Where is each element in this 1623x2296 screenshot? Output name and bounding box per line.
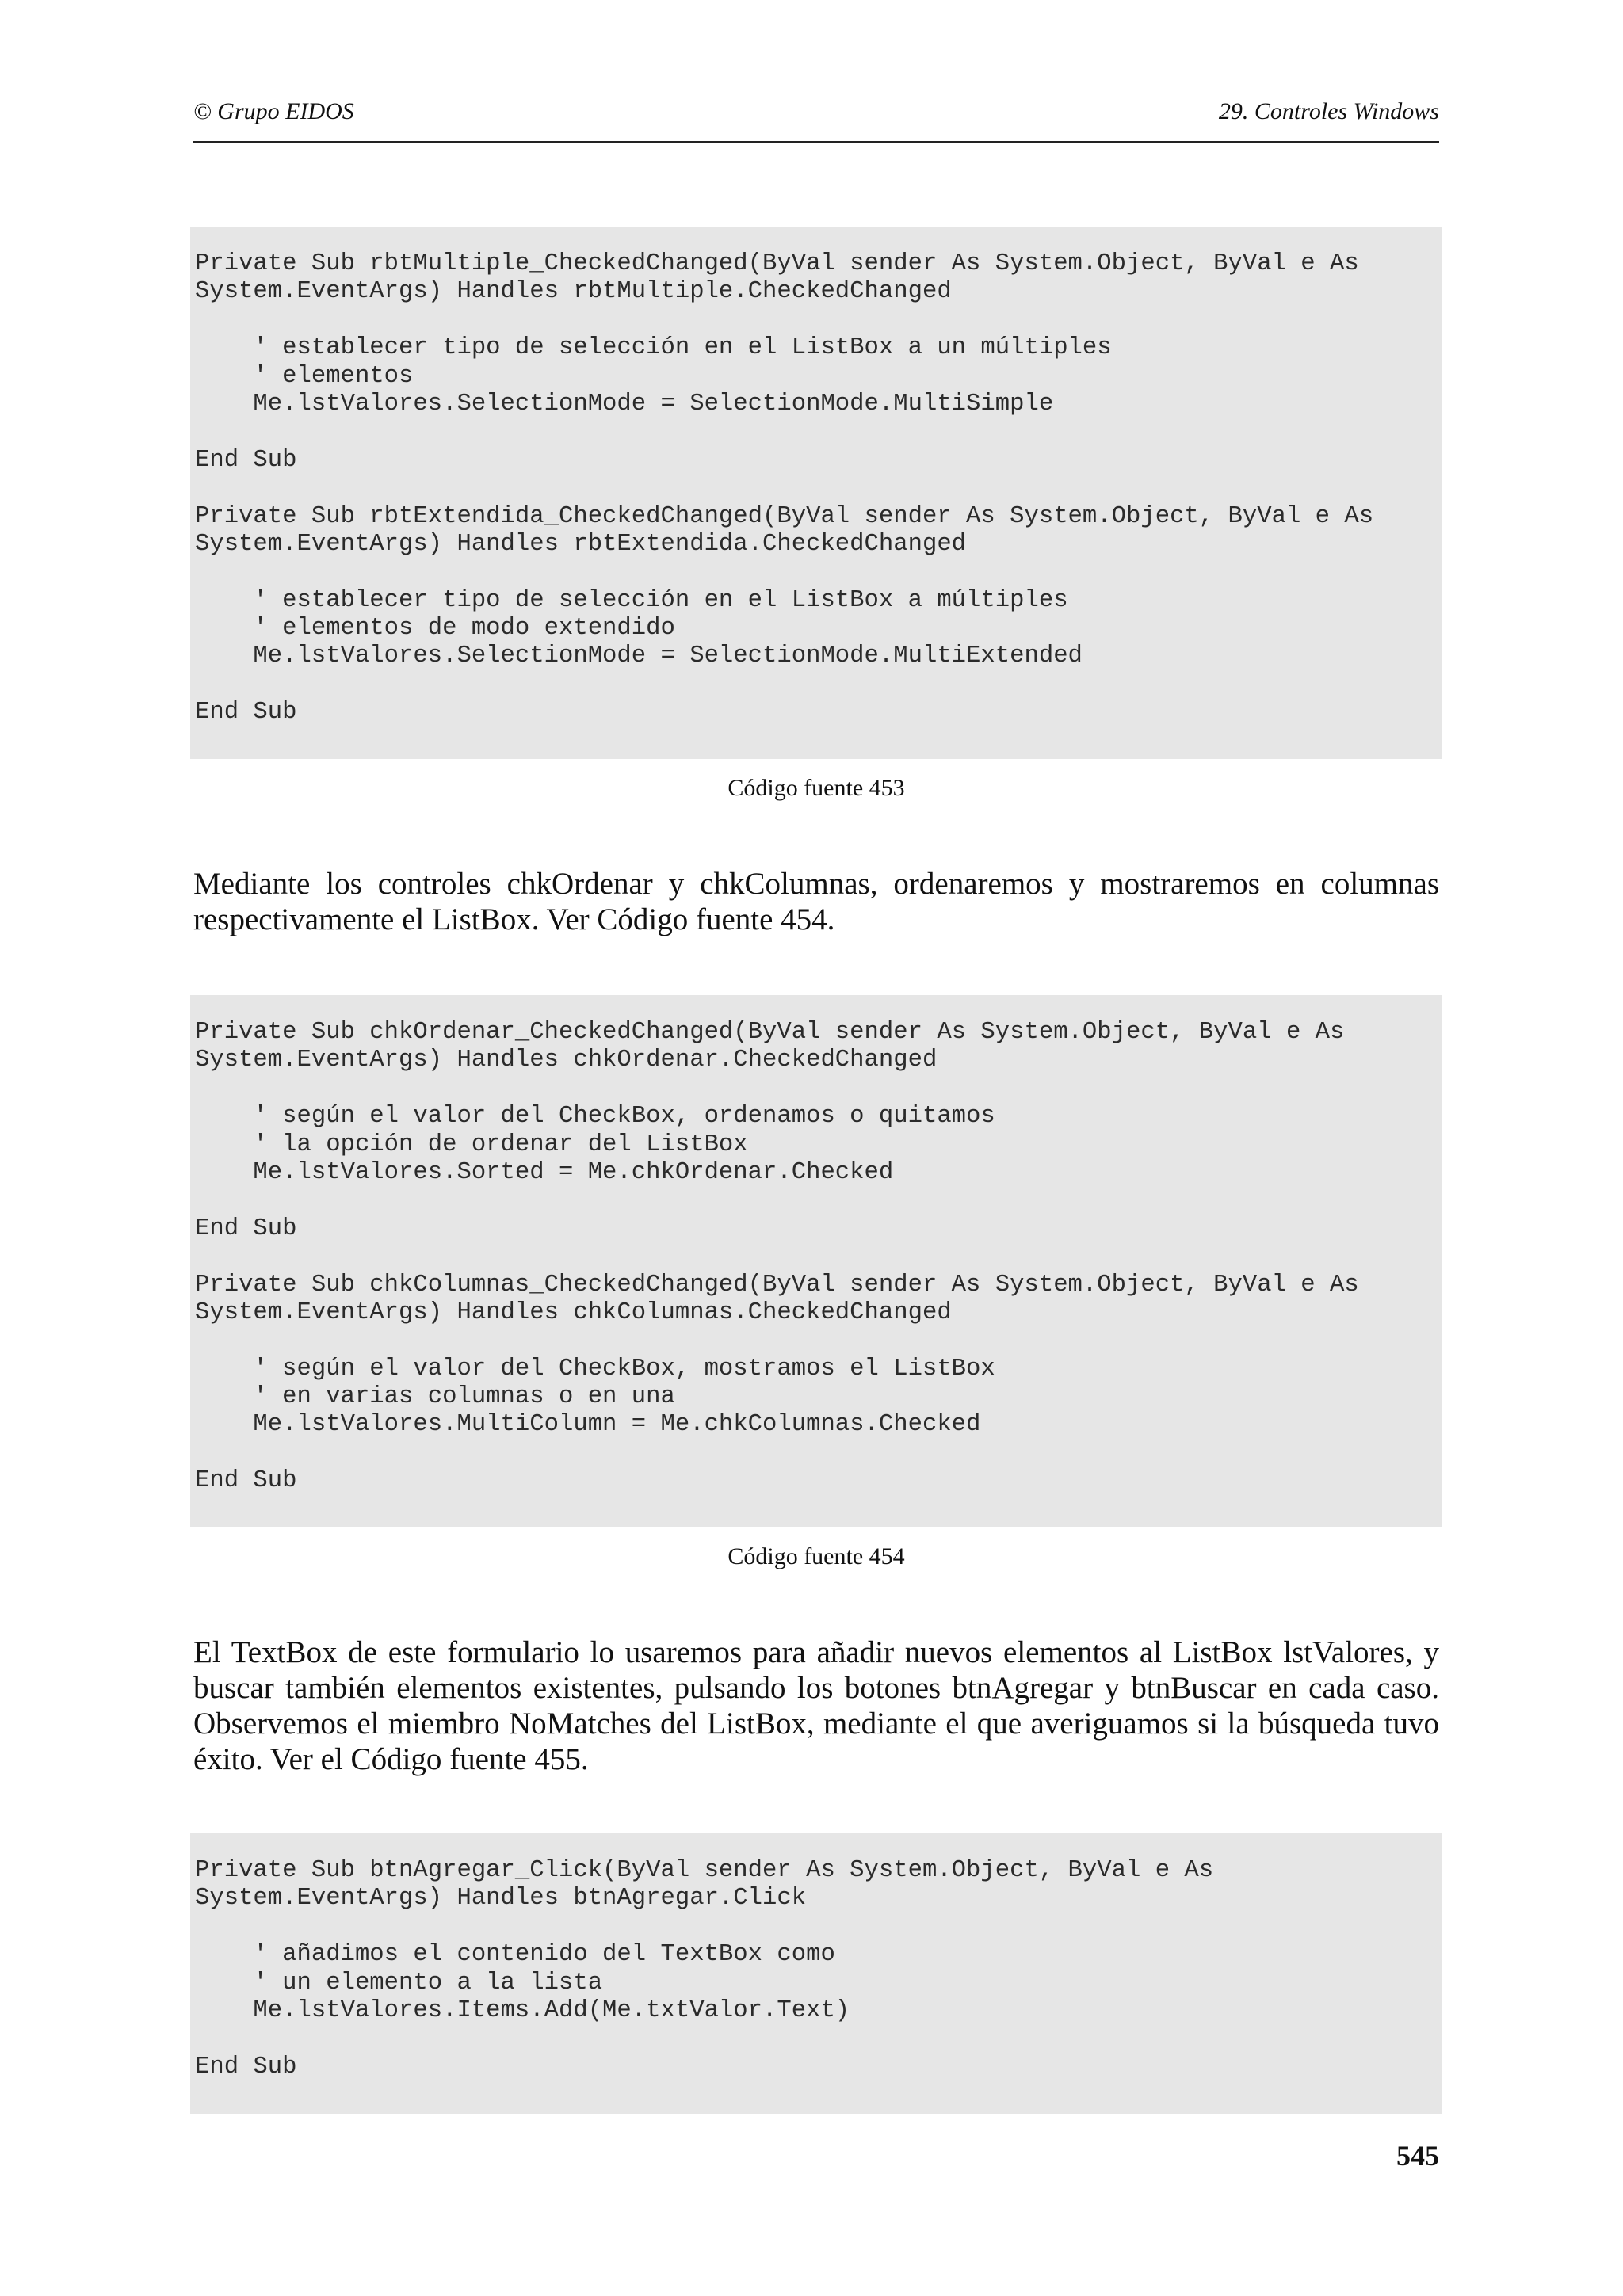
code-line: Private Sub btnAgregar_Click(ByVal sender As System.Object, ByVal e As — [195, 1857, 1214, 1884]
code-line: ' según el valor del CheckBox, ordenamos o quitamos — [195, 1103, 995, 1131]
code-block-453 — [190, 227, 1442, 759]
page-number: 545 — [1396, 2140, 1439, 2172]
code-line: End Sub — [195, 2053, 297, 2081]
code-line — [195, 1075, 1442, 1103]
header-publisher: © Grupo EIDOS — [193, 98, 354, 124]
code-line: ' elementos — [195, 362, 414, 390]
code-line: ' según el valor del CheckBox, mostramos el ListBox — [195, 1355, 995, 1383]
code-line: Me.lstValores.Items.Add(Me.txtValor.Text) — [195, 1997, 850, 2024]
code-line: Private Sub chkOrdenar_CheckedChanged(ByVal sender As System.Object, ByVal e As — [195, 1019, 1345, 1046]
code-line: Private Sub chkColumnas_CheckedChanged(ByVal sender As System.Object, ByVal e As — [195, 1271, 1359, 1299]
code-line — [195, 671, 1442, 699]
body-paragraph: Mediante los controles chkOrdenar y chkColumnas, ordenaremos y mostraremos en columnas respectivamente el ListBox. Ver Código fuente 454. — [193, 867, 1439, 936]
code-line: End Sub — [195, 1215, 297, 1242]
code-line: End Sub — [195, 1467, 297, 1495]
body-paragraph: El TextBox de este formulario lo usaremos para añadir nuevos elementos al ListBox lstValores, y buscar también elementos existentes, pulsando los botones btnAgregar y btnBuscar en cada caso. Observemos el miembro NoMatches del ListBox, mediante el que averiguamos si la búsqueda tuvo éxito. Ver el Código fuente 455. — [193, 1635, 1439, 1776]
code-line: ' un elemento a la lista — [195, 1969, 603, 1997]
code-line: Me.lstValores.Sorted = Me.chkOrdenar.Checked — [195, 1158, 894, 1186]
code-line — [195, 1913, 1442, 1941]
code-block-455 — [190, 1833, 1442, 2114]
code-line: ' añadimos el contenido del TextBox como — [195, 1941, 835, 1969]
code-line — [195, 307, 1442, 334]
code-line — [195, 2025, 1442, 2053]
code-line — [195, 1327, 1442, 1355]
code-line: System.EventArgs) Handles rbtMultiple.CheckedChanged — [195, 278, 952, 306]
code-line: Private Sub rbtMultiple_CheckedChanged(ByVal sender As System.Object, ByVal e As — [195, 250, 1359, 277]
code-line — [195, 1187, 1442, 1215]
code-line: Me.lstValores.SelectionMode = SelectionMode.MultiSimple — [195, 390, 1054, 418]
code-line: ' establecer tipo de selección en el ListBox a un múltiples — [195, 334, 1112, 362]
code-caption-454: Código fuente 454 — [727, 1543, 905, 1569]
code-line: System.EventArgs) Handles rbtExtendida.CheckedChanged — [195, 530, 967, 558]
code-line: ' elementos de modo extendido — [195, 615, 675, 643]
code-line: ' establecer tipo de selección en el ListBox a múltiples — [195, 586, 1068, 614]
code-line: System.EventArgs) Handles chkColumnas.CheckedChanged — [195, 1299, 952, 1326]
code-line: Me.lstValores.SelectionMode = SelectionMode.MultiExtended — [195, 643, 1083, 670]
code-line — [195, 418, 1442, 446]
running-header — [193, 93, 1439, 143]
code-line — [195, 1243, 1442, 1271]
code-line: End Sub — [195, 699, 297, 727]
code-line — [195, 1440, 1442, 1467]
code-caption-453: Código fuente 453 — [727, 775, 905, 801]
header-chapter-title: 29. Controles Windows — [1218, 98, 1439, 124]
code-line: System.EventArgs) Handles chkOrdenar.CheckedChanged — [195, 1047, 938, 1074]
code-line: ' en varias columnas o en una — [195, 1383, 675, 1411]
code-block-454 — [190, 995, 1442, 1527]
code-line: Private Sub rbtExtendida_CheckedChanged(ByVal sender As System.Object, ByVal e As — [195, 502, 1374, 530]
code-line: End Sub — [195, 446, 297, 474]
code-line — [195, 559, 1442, 586]
code-line — [195, 475, 1442, 502]
code-line: Me.lstValores.MultiColumn = Me.chkColumnas.Checked — [195, 1411, 981, 1439]
code-line: ' la opción de ordenar del ListBox — [195, 1131, 748, 1158]
code-line: System.EventArgs) Handles btnAgregar.Click — [195, 1885, 807, 1913]
